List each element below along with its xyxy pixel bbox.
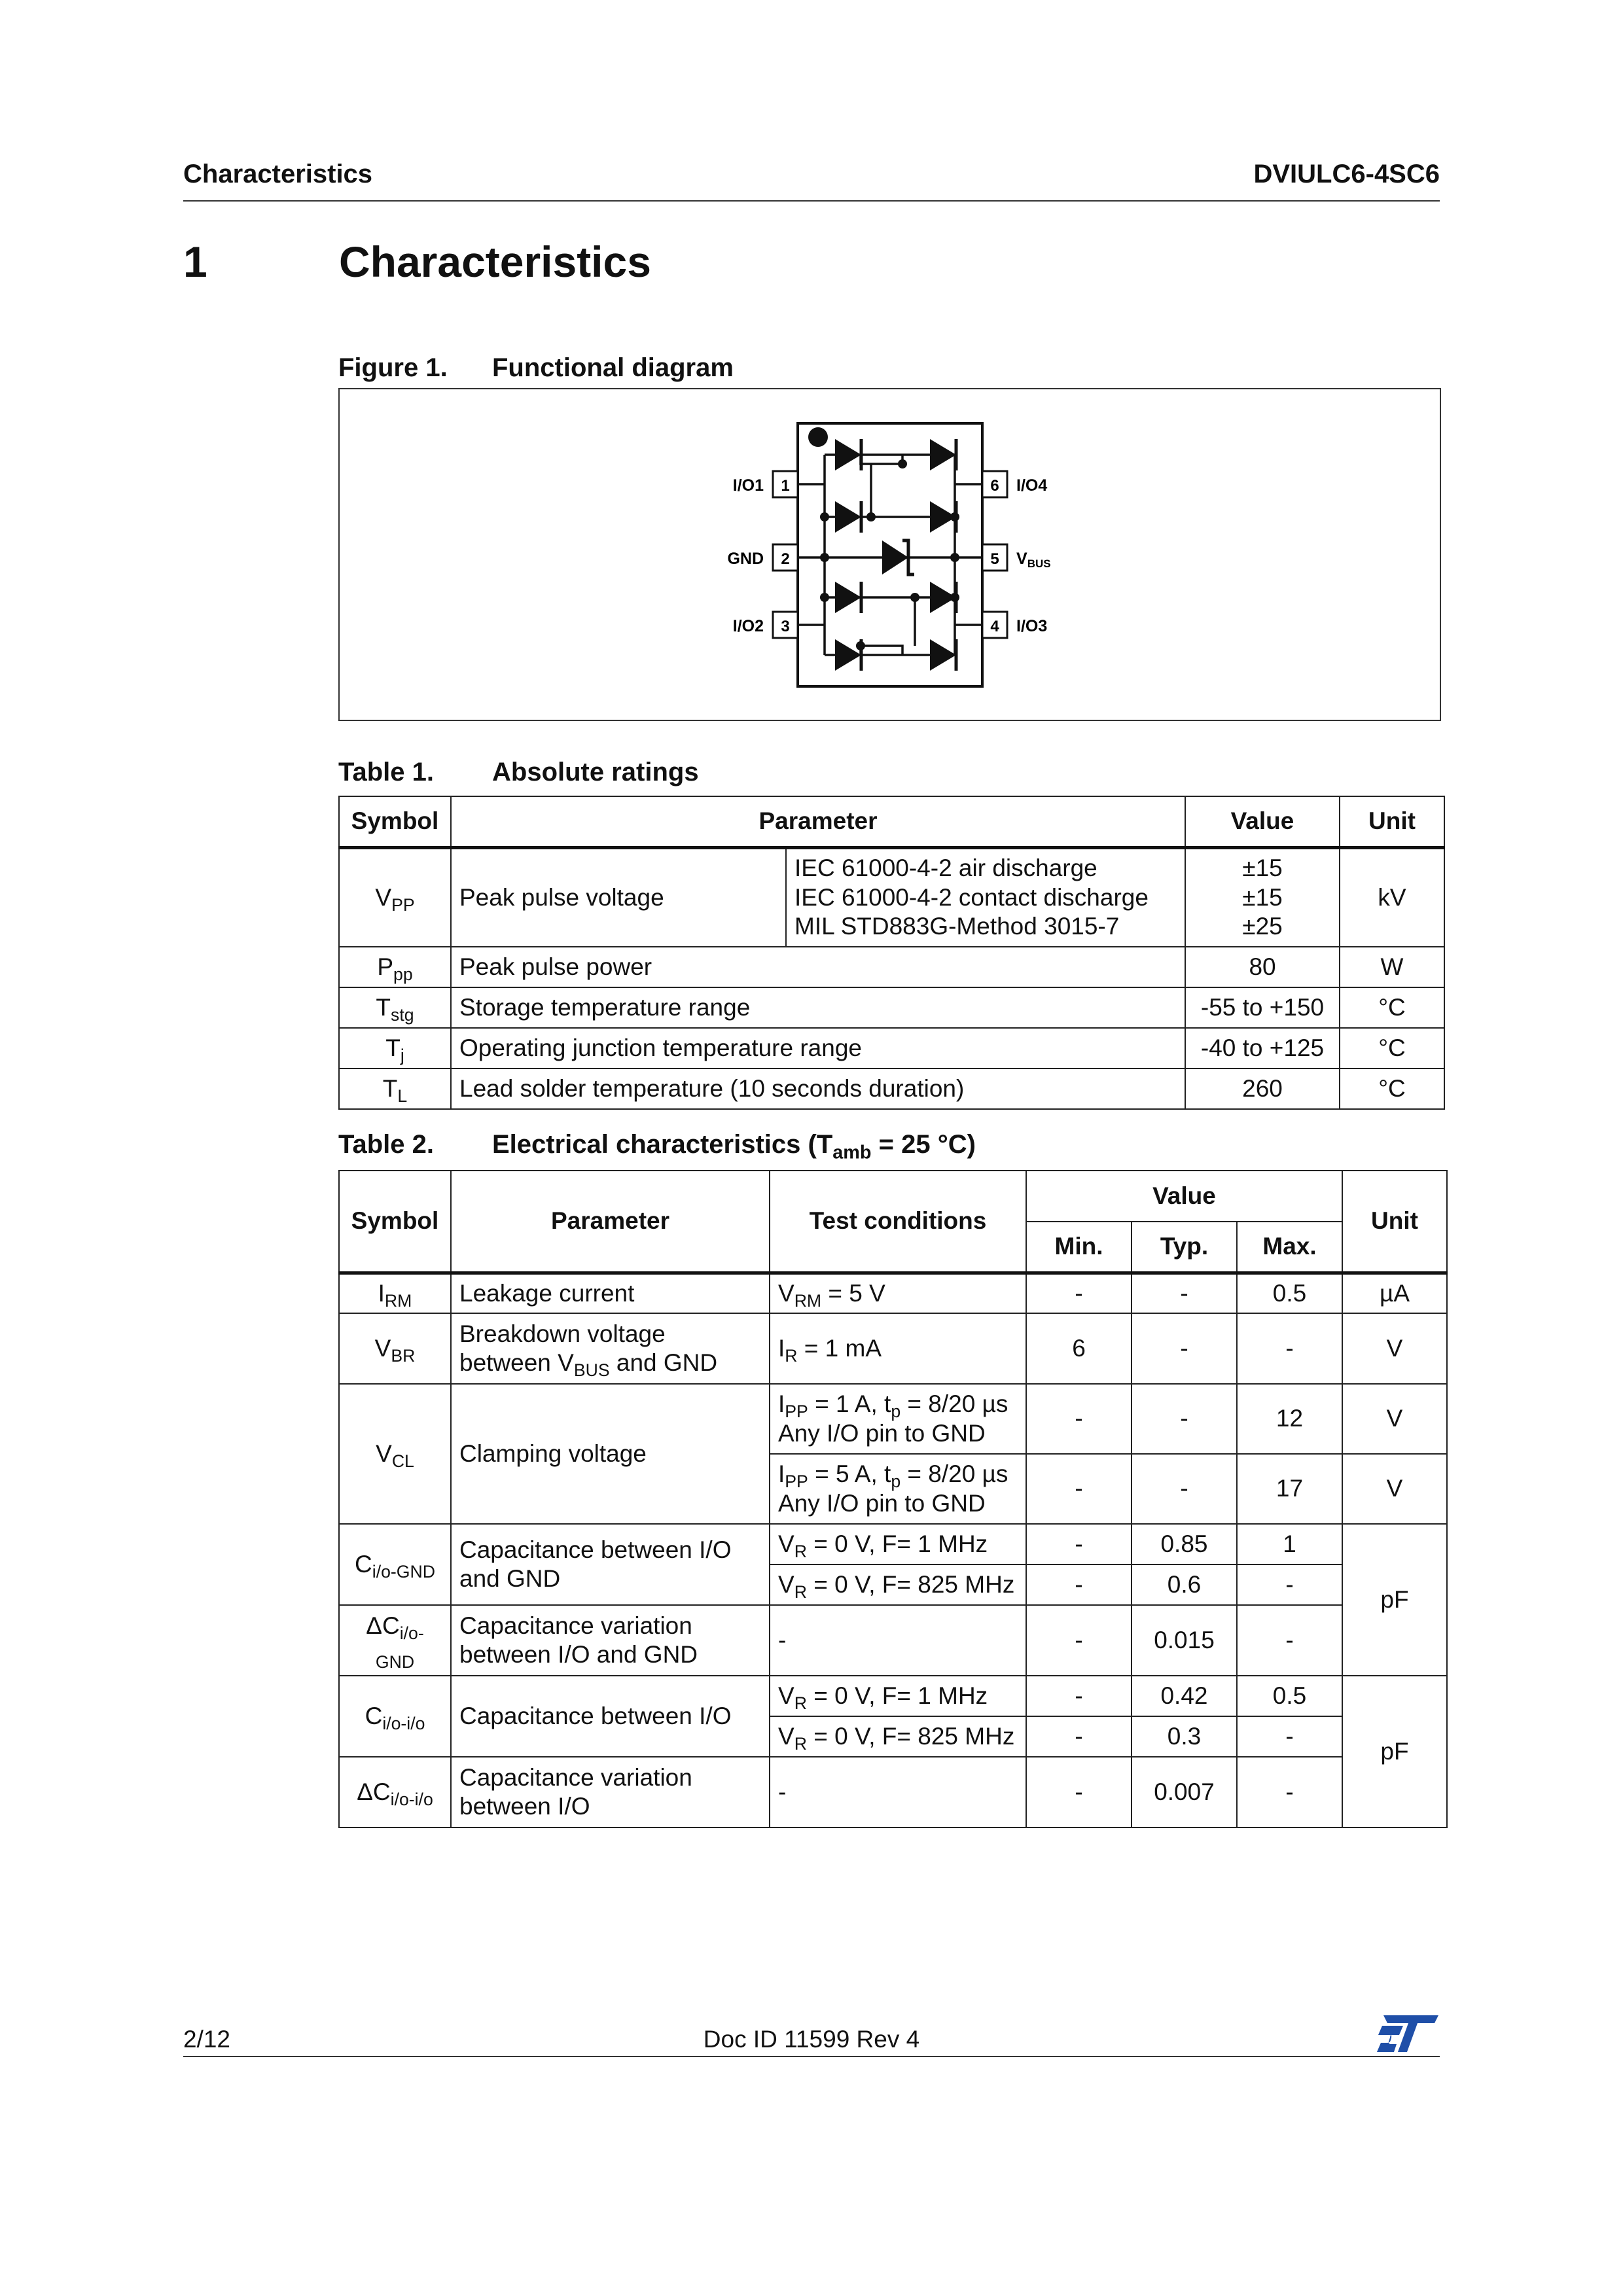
electrical-characteristics-table bbox=[338, 1170, 1448, 1828]
pin-name-gnd: GND bbox=[727, 550, 764, 568]
st-logo bbox=[1374, 2013, 1440, 2055]
pin-number-1: 1 bbox=[781, 477, 790, 495]
t2-row-cio-2: $V_R = 0$ V, F= 825 MHz - 0.3 - bbox=[339, 1716, 1447, 1757]
pin-number-3: 3 bbox=[781, 618, 790, 635]
t2-header-unit: Unit bbox=[1342, 1171, 1447, 1273]
running-header-right: DVIULC6-4SC6 bbox=[1253, 160, 1440, 188]
t1-vpp-values: ±15 ±15 ±25 bbox=[1185, 847, 1340, 947]
t2-row-dcio: $\Delta C_{i/o-i/o}$ Capacitance variation between I/O - - 0.007 - bbox=[339, 1757, 1447, 1828]
t2-header-parameter: Parameter bbox=[451, 1171, 770, 1273]
pin-number-6: 6 bbox=[990, 477, 999, 495]
t1-header-unit: Unit bbox=[1340, 796, 1444, 847]
t2-row-irm: $I_{RM}$ Leakage current $V_{RM} = 5$ V - - 0.5 µA bbox=[339, 1273, 1447, 1313]
t2-header-min: Min. bbox=[1026, 1222, 1132, 1273]
pin-name-io3: I/O3 bbox=[1016, 617, 1048, 635]
t2-row-cgnd-1: $C_{i/o-GND}$ Capacitance between I/O and GND $V_R = 0$ V, F= 1 MHz - 0.85 1 pF bbox=[339, 1524, 1447, 1564]
t1-row-ppp: $P_{pp}$ Peak pulse power 80 W bbox=[339, 947, 1444, 987]
diode-bottom-right bbox=[930, 639, 956, 671]
t1-row-tl: $T_L$ Lead solder temperature (10 seconds duration) 260 °C bbox=[339, 1069, 1444, 1109]
t2-header-symbol: Symbol bbox=[339, 1171, 451, 1273]
diode-top-right bbox=[930, 439, 956, 470]
t1-vpp-symbol: $V_{PP}$ bbox=[339, 847, 451, 947]
t1-vpp-unit: kV bbox=[1340, 847, 1444, 947]
figure-label: Figure 1. bbox=[338, 353, 448, 382]
t1-header-symbol: Symbol bbox=[339, 796, 451, 847]
header-rule bbox=[183, 200, 1440, 202]
pin-number-5: 5 bbox=[990, 550, 999, 568]
t1-header-value: Value bbox=[1185, 796, 1340, 847]
table2-caption bbox=[338, 1130, 1440, 1165]
t2-header-max: Max. bbox=[1237, 1222, 1342, 1273]
doc-id: Doc ID 11599 Rev 4 bbox=[703, 2026, 920, 2053]
t2-unit-pf-2: pF bbox=[1342, 1676, 1447, 1828]
t2-header-value: Value bbox=[1026, 1171, 1342, 1222]
table1-label: Table 1. bbox=[338, 758, 434, 786]
pin-number-2: 2 bbox=[781, 550, 790, 568]
t2-header-typ: Typ. bbox=[1132, 1222, 1237, 1273]
t1-row-tstg: $T_{stg}$ Storage temperature range -55 to +150 °C bbox=[339, 987, 1444, 1028]
t1-header-parameter: Parameter bbox=[451, 796, 1185, 847]
pin-name-io2: I/O2 bbox=[732, 617, 764, 635]
t1-row-tj: $T_j$ Operating junction temperature range -40 to +125 °C bbox=[339, 1028, 1444, 1069]
t2-row-vcl-2: $I_{PP} = 5$ A, $t_p = 8/20$ µs Any I/O pin to GND - - 17 V bbox=[339, 1454, 1447, 1524]
table1-title: Absolute ratings bbox=[492, 758, 699, 786]
section-title: Characteristics bbox=[339, 238, 651, 286]
t1-vpp-conditions: IEC 61000-4-2 air discharge IEC 61000-4-2 contact discharge MIL STD883G-Method 3015-7 bbox=[786, 847, 1185, 947]
functional-diagram-frame bbox=[338, 388, 1441, 721]
diode-row4-left bbox=[835, 582, 861, 613]
pin-name-vbus: $V_{BUS}$ bbox=[1016, 550, 1051, 570]
t2-row-vbr: $V_{BR}$ Breakdown voltage between $V_{BUS}$ and GND $I_R = 1$ mA 6 - - V bbox=[339, 1313, 1447, 1384]
zener-diode bbox=[882, 540, 914, 574]
diode-top-left bbox=[835, 439, 861, 470]
table2-title: Electrical characteristics ($T_{amb} = 25$ °C) bbox=[492, 1130, 976, 1163]
t1-vpp-parameter: Peak pulse voltage bbox=[451, 847, 786, 947]
functional-diagram bbox=[340, 389, 1440, 720]
table2-label: Table 2. bbox=[338, 1130, 434, 1159]
section-number: 1 bbox=[183, 238, 207, 286]
figure-caption bbox=[338, 353, 1440, 386]
t2-row-dcgnd: $\Delta C_{i/o-}$ $_{GND}$ Capacitance variation between I/O and GND - - 0.015 - bbox=[339, 1605, 1447, 1676]
pin-name-io4: I/O4 bbox=[1016, 476, 1048, 495]
t1-row-vpp bbox=[339, 847, 1444, 947]
footer-rule bbox=[183, 2056, 1440, 2057]
page-number: 2/12 bbox=[183, 2026, 231, 2053]
st-logo-icon bbox=[1374, 2013, 1440, 2055]
t2-row-cio-1: $C_{i/o-i/o}$ Capacitance between I/O $V_R = 0$ V, F= 1 MHz - 0.42 0.5 pF bbox=[339, 1676, 1447, 1716]
diode-row2-left bbox=[835, 501, 861, 533]
absolute-ratings-table bbox=[338, 796, 1445, 1110]
t2-header-conditions: Test conditions bbox=[770, 1171, 1026, 1273]
t2-row-vcl-1: $V_{CL}$ Clamping voltage $I_{PP} = 1$ A, $t_p = 8/20$ µs Any I/O pin to GND - - 12 V bbox=[339, 1384, 1447, 1454]
table1-caption bbox=[338, 758, 1440, 790]
pin1-indicator-dot bbox=[808, 427, 828, 447]
t2-unit-pf-1: pF bbox=[1342, 1524, 1447, 1676]
t2-row-cgnd-2: $V_R = 0$ V, F= 825 MHz - 0.6 - bbox=[339, 1564, 1447, 1605]
running-header-left: Characteristics bbox=[183, 160, 373, 188]
pin-number-4: 4 bbox=[990, 618, 999, 635]
figure-title: Functional diagram bbox=[492, 353, 734, 382]
pin-name-io1: I/O1 bbox=[732, 476, 764, 495]
